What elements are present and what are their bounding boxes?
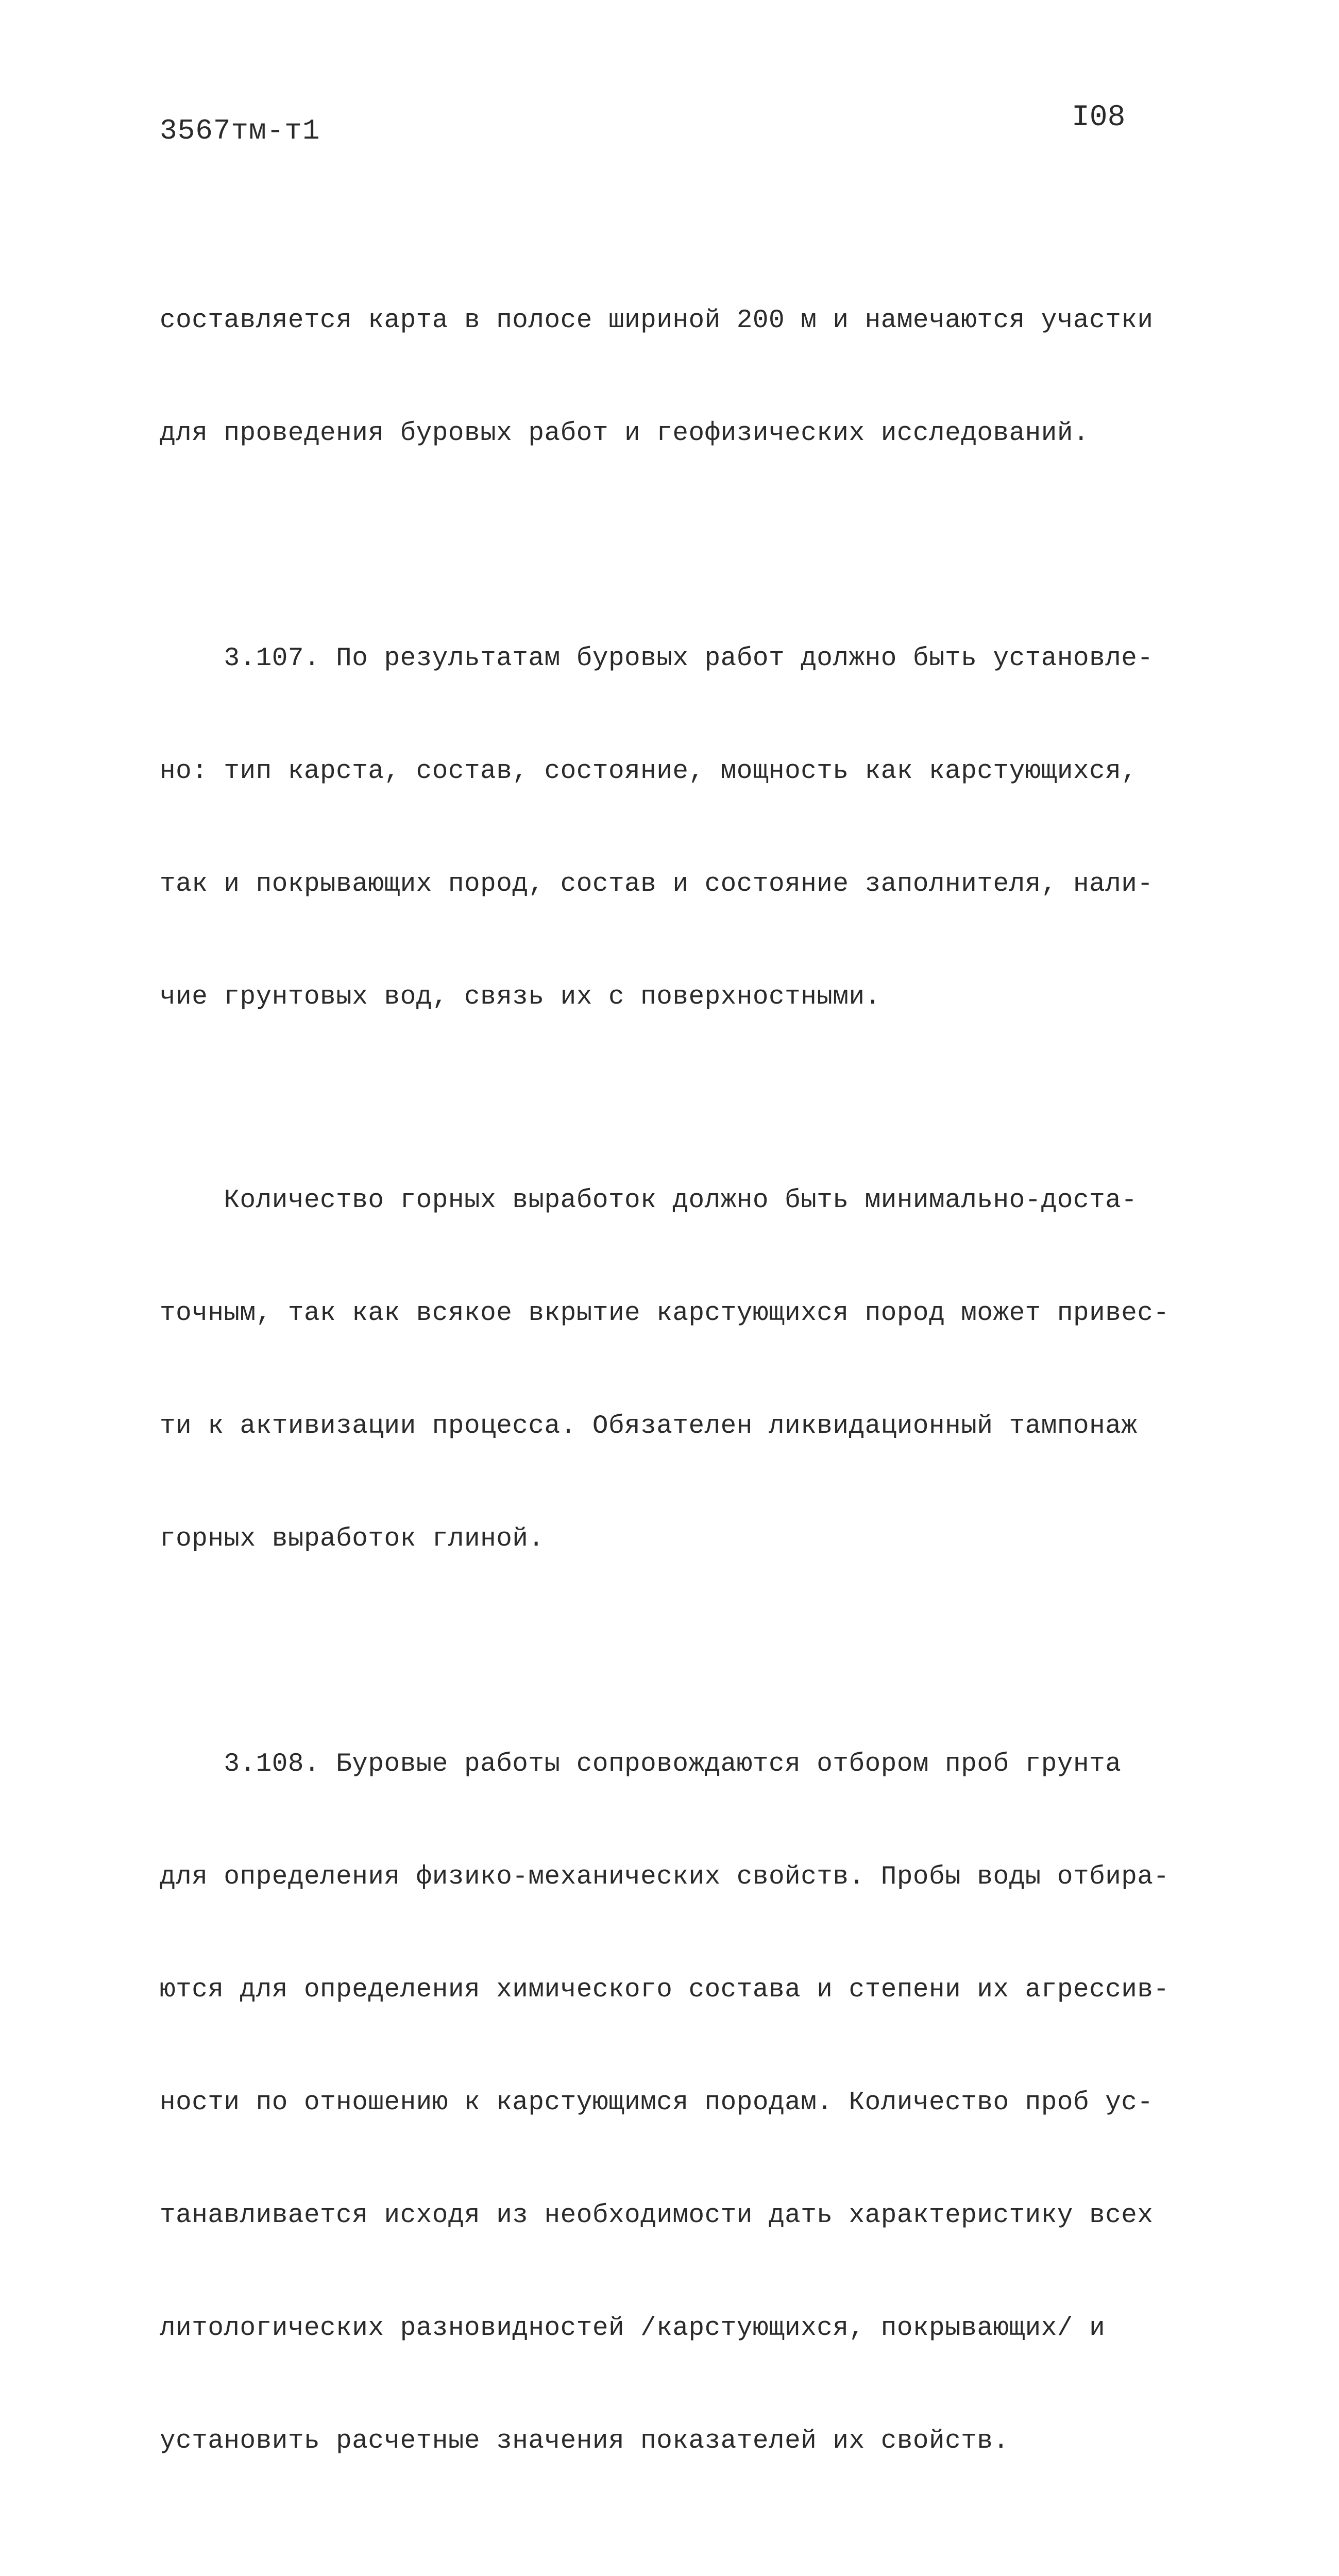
paragraph-3-108 [160,1670,1169,2535]
text-line: ти к активизации процесса. Обязателен ликвидационный тампонаж [160,1412,1138,1441]
text-line: ности по отношению к карстующимся породам. Количество проб ус- [160,2088,1154,2117]
text-line: Количество горных выработок должно быть минимально-доста- [160,1186,1138,1215]
paragraph-workings-count [160,1107,1169,1633]
document-code: 3567тм-т1 [160,114,320,147]
text-line: танавливается исходя из необходимости дать характеристику всех [160,2201,1154,2230]
paragraph-3-107 [160,565,1164,1091]
text-line: точным, так как всякое вкрытие карстующихся пород может привес- [160,1299,1169,1328]
text-line: 3.108. Буровые работы сопровождаются отбором проб грунта [160,1750,1122,1779]
text-line: литологических разновидностей /карстующихся, покрывающих/ и [160,2314,1106,2343]
text-line: установить расчетные значения показателей их свойств. [160,2427,1009,2456]
text-line: составляется карта в полосе шириной 200 м и намечаются участки [160,306,1154,335]
page-number: I08 [1072,101,1126,134]
paragraph-3-109 [160,2572,1164,2576]
text-line: но: тип карста, состав, состояние, мощность как карстующихся, [160,757,1138,786]
document-body [160,227,1169,2576]
text-line: так и покрывающих пород, состав и состояние заполнителя, нали- [160,870,1154,899]
text-line: чие грунтовых вод, связь их с поверхностными. [160,982,881,1012]
text-line: ются для определения химического состава и степени их агрессив- [160,1975,1169,2005]
text-line: для определения физико-механических свойств. Пробы воды отбира- [160,1862,1169,1892]
text-line: 3.107. По результатам буровых работ должно быть установле- [160,644,1154,673]
paragraph-intro [160,227,1164,528]
text-line: горных выработок глиной. [160,1524,545,1554]
text-line: для проведения буровых работ и геофизических исследований. [160,419,1090,448]
